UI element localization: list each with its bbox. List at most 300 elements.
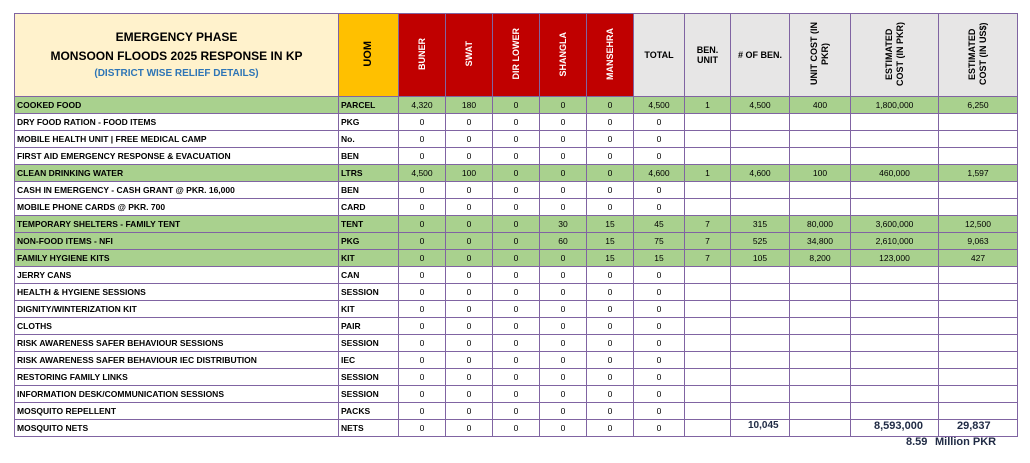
value-cell	[790, 420, 851, 437]
uom-cell: SESSION	[339, 369, 399, 386]
value-cell: 0	[493, 165, 540, 182]
value-cell: 0	[587, 114, 634, 131]
value-cell: 0	[399, 369, 446, 386]
value-cell	[939, 335, 1018, 352]
value-cell: 0	[587, 335, 634, 352]
value-cell: 100	[446, 165, 493, 182]
value-cell: 100	[790, 165, 851, 182]
uom-cell: PACKS	[339, 403, 399, 420]
value-cell: 400	[790, 97, 851, 114]
table-row	[15, 250, 1018, 267]
value-cell	[939, 199, 1018, 216]
table-row	[15, 335, 1018, 352]
value-cell	[685, 114, 731, 131]
district-label: MANSEHRA	[604, 27, 615, 80]
value-cell: 0	[493, 250, 540, 267]
table-row	[15, 165, 1018, 182]
value-cell: 0	[540, 165, 587, 182]
item-name-cell: CLOTHS	[15, 318, 339, 335]
value-cell	[851, 148, 939, 165]
value-cell	[790, 403, 851, 420]
value-cell	[851, 318, 939, 335]
item-name-cell: NON-FOOD ITEMS - NFI	[15, 233, 339, 250]
value-cell: 0	[634, 182, 685, 199]
total-header	[634, 14, 685, 97]
value-cell: 0	[399, 216, 446, 233]
value-cell	[685, 148, 731, 165]
value-cell	[939, 386, 1018, 403]
value-cell: 0	[399, 250, 446, 267]
value-cell: 0	[587, 318, 634, 335]
value-cell: 0	[399, 420, 446, 437]
value-cell: 0	[540, 97, 587, 114]
value-cell: 0	[493, 97, 540, 114]
value-cell: 0	[493, 199, 540, 216]
table-row	[15, 420, 1018, 437]
value-cell	[851, 301, 939, 318]
value-cell: 0	[587, 301, 634, 318]
value-cell: 0	[634, 148, 685, 165]
value-cell: 0	[446, 267, 493, 284]
value-cell: 0	[399, 403, 446, 420]
value-cell: 0	[634, 318, 685, 335]
value-cell	[685, 267, 731, 284]
value-cell: 75	[634, 233, 685, 250]
value-cell	[851, 386, 939, 403]
uom-header	[339, 14, 399, 97]
value-cell: 4,500	[634, 97, 685, 114]
value-cell: 0	[634, 352, 685, 369]
uom-cell: IEC	[339, 352, 399, 369]
value-cell	[939, 284, 1018, 301]
uom-cell: No.	[339, 131, 399, 148]
value-cell	[685, 352, 731, 369]
value-cell: 0	[587, 369, 634, 386]
value-cell: 0	[446, 386, 493, 403]
value-cell	[790, 114, 851, 131]
value-cell: 4,500	[399, 165, 446, 182]
est-pkr-header	[851, 14, 939, 97]
item-name-cell: CASH IN EMERGENCY - CASH GRANT @ PKR. 16,000	[15, 182, 339, 199]
value-cell: 427	[939, 250, 1018, 267]
value-cell	[731, 352, 790, 369]
value-cell	[731, 131, 790, 148]
uom-cell: PARCEL	[339, 97, 399, 114]
table-row	[15, 199, 1018, 216]
district-label: SHANGLA	[557, 31, 568, 77]
value-cell: 0	[587, 352, 634, 369]
value-cell: 4,600	[634, 165, 685, 182]
value-cell: 0	[446, 114, 493, 131]
value-cell: 180	[446, 97, 493, 114]
item-name-cell: TEMPORARY SHELTERS - FAMILY TENT	[15, 216, 339, 233]
value-cell	[685, 131, 731, 148]
value-cell	[851, 267, 939, 284]
value-cell: 0	[634, 335, 685, 352]
value-cell: 80,000	[790, 216, 851, 233]
value-cell: 123,000	[851, 250, 939, 267]
uom-cell: NETS	[339, 420, 399, 437]
value-cell: 0	[540, 182, 587, 199]
uom-cell: BEN	[339, 148, 399, 165]
value-cell: 0	[446, 233, 493, 250]
value-cell	[731, 182, 790, 199]
value-cell	[939, 182, 1018, 199]
value-cell	[851, 369, 939, 386]
value-cell: 460,000	[851, 165, 939, 182]
value-cell: 0	[446, 148, 493, 165]
value-cell: 0	[540, 420, 587, 437]
item-name-cell: DRY FOOD RATION - FOOD ITEMS	[15, 114, 339, 131]
value-cell: 0	[634, 267, 685, 284]
item-name-cell: INFORMATION DESK/COMMUNICATION SESSIONS	[15, 386, 339, 403]
item-name-cell: CLEAN DRINKING WATER	[15, 165, 339, 182]
item-name-cell: MOBILE HEALTH UNIT | FREE MEDICAL CAMP	[15, 131, 339, 148]
district-header-shangla	[540, 14, 587, 97]
ben-unit-header	[685, 14, 731, 97]
value-cell: 0	[399, 386, 446, 403]
value-cell: 0	[493, 369, 540, 386]
uom-cell: PKG	[339, 233, 399, 250]
table-row	[15, 284, 1018, 301]
value-cell: 0	[634, 284, 685, 301]
value-cell	[790, 301, 851, 318]
item-name-cell: DIGNITY/WINTERIZATION KIT	[15, 301, 339, 318]
value-cell: 0	[634, 369, 685, 386]
value-cell	[939, 131, 1018, 148]
value-cell: 0	[540, 250, 587, 267]
value-cell: 0	[399, 352, 446, 369]
value-cell: 0	[399, 284, 446, 301]
uom-cell: KIT	[339, 301, 399, 318]
value-cell: 2,610,000	[851, 233, 939, 250]
value-cell: 0	[493, 420, 540, 437]
district-label: DIR LOWER	[510, 28, 521, 80]
value-cell	[851, 182, 939, 199]
value-cell: 0	[399, 301, 446, 318]
value-cell: 4,500	[731, 97, 790, 114]
unit-cost-header	[790, 14, 851, 97]
total-million-label: Million PKR	[935, 436, 997, 448]
district-header-buner	[399, 14, 446, 97]
value-cell: 0	[540, 335, 587, 352]
value-cell: 0	[587, 267, 634, 284]
uom-cell: PKG	[339, 114, 399, 131]
value-cell: 60	[540, 233, 587, 250]
district-label: BUNER	[416, 37, 427, 70]
value-cell	[685, 301, 731, 318]
district-header-swat	[446, 14, 493, 97]
value-cell	[939, 267, 1018, 284]
est-usd-header-label: ESTIMATED COST (IN US$)	[967, 22, 988, 86]
value-cell	[685, 369, 731, 386]
value-cell: 15	[634, 250, 685, 267]
table-row	[15, 369, 1018, 386]
value-cell: 0	[587, 420, 634, 437]
value-cell	[731, 148, 790, 165]
value-cell	[731, 318, 790, 335]
ben-unit-header-label: BEN. UNIT	[696, 45, 719, 65]
value-cell: 0	[493, 318, 540, 335]
value-cell: 0	[540, 148, 587, 165]
value-cell: 0	[634, 386, 685, 403]
num-ben-header	[731, 14, 790, 97]
value-cell: 0	[540, 301, 587, 318]
uom-cell: CAN	[339, 267, 399, 284]
value-cell: 1	[685, 97, 731, 114]
value-cell	[851, 284, 939, 301]
value-cell	[731, 369, 790, 386]
uom-cell: TENT	[339, 216, 399, 233]
uom-header-label: UOM	[362, 41, 374, 67]
value-cell: 105	[731, 250, 790, 267]
table-row	[15, 148, 1018, 165]
value-cell	[851, 131, 939, 148]
value-cell: 15	[587, 250, 634, 267]
value-cell: 0	[446, 420, 493, 437]
value-cell: 7	[685, 250, 731, 267]
value-cell	[939, 318, 1018, 335]
value-cell	[939, 148, 1018, 165]
value-cell: 0	[587, 148, 634, 165]
value-cell: 15	[587, 216, 634, 233]
value-cell: 0	[493, 216, 540, 233]
value-cell: 0	[493, 148, 540, 165]
table-row	[15, 352, 1018, 369]
value-cell	[851, 403, 939, 420]
value-cell: 0	[540, 131, 587, 148]
value-cell	[939, 403, 1018, 420]
value-cell	[731, 335, 790, 352]
uom-cell: SESSION	[339, 284, 399, 301]
value-cell: 0	[634, 131, 685, 148]
value-cell: 0	[446, 301, 493, 318]
value-cell: 0	[493, 267, 540, 284]
value-cell	[731, 114, 790, 131]
value-cell	[939, 352, 1018, 369]
uom-cell: SESSION	[339, 335, 399, 352]
value-cell	[790, 131, 851, 148]
value-cell	[790, 199, 851, 216]
uom-cell: PAIR	[339, 318, 399, 335]
value-cell	[851, 335, 939, 352]
value-cell: 0	[587, 131, 634, 148]
table-row	[15, 216, 1018, 233]
value-cell: 0	[399, 267, 446, 284]
value-cell	[731, 199, 790, 216]
value-cell: 0	[587, 386, 634, 403]
uom-cell: BEN	[339, 182, 399, 199]
value-cell	[790, 369, 851, 386]
value-cell	[685, 420, 731, 437]
value-cell: 0	[587, 97, 634, 114]
value-cell	[790, 352, 851, 369]
value-cell: 0	[634, 199, 685, 216]
est-pkr-header-label: ESTIMATED COST (IN PKR)	[883, 22, 905, 86]
value-cell	[685, 284, 731, 301]
value-cell: 0	[587, 284, 634, 301]
relief-details-table	[14, 13, 1018, 437]
item-name-cell: MOSQUITO NETS	[15, 420, 339, 437]
total-cost-usd: 29,837	[957, 420, 991, 432]
total-beneficiaries: 10,045	[748, 420, 779, 431]
value-cell: 0	[540, 403, 587, 420]
value-cell: 0	[446, 318, 493, 335]
value-cell: 9,063	[939, 233, 1018, 250]
table-row	[15, 233, 1018, 250]
value-cell: 0	[399, 114, 446, 131]
item-name-cell: HEALTH & HYGIENE SESSIONS	[15, 284, 339, 301]
value-cell	[851, 352, 939, 369]
item-name-cell: RISK AWARENESS SAFER BEHAVIOUR IEC DISTRIBUTION	[15, 352, 339, 369]
value-cell: 0	[399, 148, 446, 165]
item-name-cell: MOSQUITO REPELLENT	[15, 403, 339, 420]
value-cell: 0	[493, 386, 540, 403]
value-cell: 0	[493, 131, 540, 148]
value-cell	[731, 403, 790, 420]
uom-cell: CARD	[339, 199, 399, 216]
subtitle: (DISTRICT WISE RELIEF DETAILS)	[94, 68, 259, 79]
value-cell	[731, 301, 790, 318]
value-cell: 15	[587, 233, 634, 250]
unit-cost-header-label: UNIT COST (IN PKR)	[809, 22, 830, 86]
value-cell: 0	[399, 182, 446, 199]
value-cell: 7	[685, 216, 731, 233]
value-cell	[731, 267, 790, 284]
item-name-cell: MOBILE PHONE CARDS @ PKR. 700	[15, 199, 339, 216]
value-cell	[790, 386, 851, 403]
value-cell	[790, 335, 851, 352]
value-cell	[790, 284, 851, 301]
value-cell: 0	[493, 114, 540, 131]
value-cell: 1,800,000	[851, 97, 939, 114]
table-row	[15, 318, 1018, 335]
total-million-value: 8.59	[906, 436, 928, 448]
value-cell: 45	[634, 216, 685, 233]
value-cell: 0	[587, 182, 634, 199]
total-cost-pkr: 8,593,000	[874, 420, 923, 432]
value-cell	[790, 318, 851, 335]
table-row	[15, 114, 1018, 131]
value-cell: 0	[446, 250, 493, 267]
value-cell: 30	[540, 216, 587, 233]
value-cell: 0	[540, 352, 587, 369]
value-cell: 0	[446, 284, 493, 301]
district-header-mansehra	[587, 14, 634, 97]
value-cell: 0	[634, 403, 685, 420]
value-cell: 0	[587, 165, 634, 182]
table-row	[15, 403, 1018, 420]
value-cell: 0	[540, 318, 587, 335]
item-name-cell: FIRST AID EMERGENCY RESPONSE & EVACUATION	[15, 148, 339, 165]
table-row	[15, 182, 1018, 199]
value-cell: 0	[493, 233, 540, 250]
uom-cell: LTRS	[339, 165, 399, 182]
value-cell: 1,597	[939, 165, 1018, 182]
value-cell: 4,320	[399, 97, 446, 114]
value-cell: 34,800	[790, 233, 851, 250]
value-cell: 0	[493, 335, 540, 352]
value-cell: 0	[540, 199, 587, 216]
value-cell: 0	[399, 335, 446, 352]
item-name-cell: JERRY CANS	[15, 267, 339, 284]
value-cell: 0	[634, 420, 685, 437]
value-cell	[685, 199, 731, 216]
title-cell	[15, 14, 339, 97]
value-cell	[685, 335, 731, 352]
value-cell: 4,600	[731, 165, 790, 182]
value-cell: 0	[540, 369, 587, 386]
table-row	[15, 267, 1018, 284]
value-cell	[851, 199, 939, 216]
value-cell: 0	[446, 131, 493, 148]
value-cell: 6,250	[939, 97, 1018, 114]
value-cell: 0	[634, 301, 685, 318]
est-usd-header	[939, 14, 1018, 97]
value-cell: 0	[399, 233, 446, 250]
value-cell: 0	[634, 114, 685, 131]
value-cell: 0	[493, 301, 540, 318]
value-cell: 12,500	[939, 216, 1018, 233]
uom-cell: KIT	[339, 250, 399, 267]
value-cell	[731, 284, 790, 301]
value-cell: 0	[493, 182, 540, 199]
value-cell: 0	[446, 403, 493, 420]
item-name-cell: RISK AWARENESS SAFER BEHAVIOUR SESSIONS	[15, 335, 339, 352]
value-cell: 8,200	[790, 250, 851, 267]
value-cell	[790, 267, 851, 284]
uom-cell: SESSION	[339, 386, 399, 403]
value-cell: 0	[540, 267, 587, 284]
value-cell: 0	[540, 284, 587, 301]
header-row	[15, 14, 1018, 97]
item-name-cell: COOKED FOOD	[15, 97, 339, 114]
value-cell: 525	[731, 233, 790, 250]
value-cell: 0	[540, 386, 587, 403]
table-row	[15, 131, 1018, 148]
district-label: SWAT	[463, 41, 474, 67]
value-cell	[939, 114, 1018, 131]
value-cell: 0	[446, 352, 493, 369]
value-cell	[939, 301, 1018, 318]
value-cell: 3,600,000	[851, 216, 939, 233]
value-cell: 0	[493, 352, 540, 369]
value-cell	[851, 114, 939, 131]
value-cell	[790, 148, 851, 165]
district-header-dir-lower	[493, 14, 540, 97]
table-body	[15, 97, 1018, 437]
value-cell: 0	[399, 131, 446, 148]
value-cell: 0	[446, 199, 493, 216]
value-cell: 0	[399, 318, 446, 335]
num-ben-header-label: # OF BEN.	[737, 50, 782, 60]
value-cell	[731, 386, 790, 403]
table-row	[15, 301, 1018, 318]
value-cell: 0	[493, 284, 540, 301]
title-line-2: MONSOON FLOODS 2025 RESPONSE IN KP	[50, 49, 303, 63]
value-cell	[685, 403, 731, 420]
title-line-1: EMERGENCY PHASE	[115, 30, 238, 44]
value-cell: 0	[587, 403, 634, 420]
value-cell	[685, 182, 731, 199]
value-cell	[685, 318, 731, 335]
value-cell: 0	[446, 216, 493, 233]
value-cell: 0	[446, 335, 493, 352]
value-cell	[939, 369, 1018, 386]
value-cell: 315	[731, 216, 790, 233]
value-cell: 0	[587, 199, 634, 216]
value-cell	[790, 182, 851, 199]
